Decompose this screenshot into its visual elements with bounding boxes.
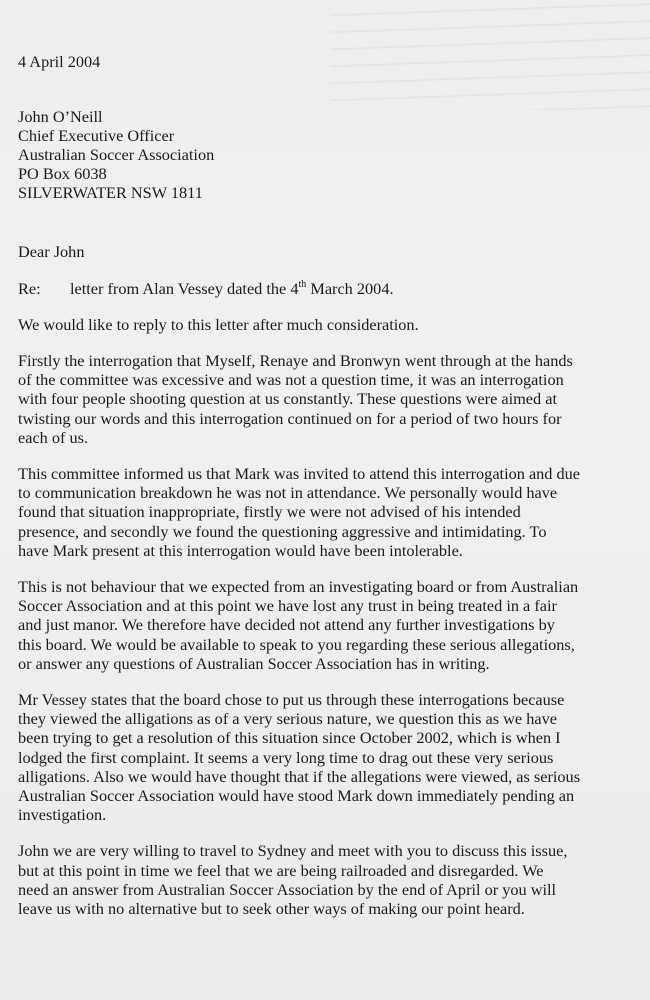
paragraph-line: and just manor. We therefore have decided not attend any further investigations by [18,615,555,635]
paragraph-line: they viewed the alligations as of a very serious nature, we question this as we have [18,709,557,729]
paragraph-line: been trying to get a resolution of this situation since October 2002, which is when I [18,728,561,748]
paragraph-line: lodged the first complaint. It seems a very long time to drag out these very serious [18,747,554,767]
paragraph-line: this board. We would be available to speak to you regarding these serious allegations, [18,634,575,654]
paragraph-line: found that situation inappropriate, firstly we were not advised of his intended [18,502,521,522]
paragraph-line: Firstly the interrogation that Myself, Renaye and Bronwyn went through at the hands [18,351,573,370]
paragraph-line: of the committee was excessive and was not a question time, it was an interrogation [18,370,564,390]
letter-body [18,52,648,935]
recipient-address [18,107,648,202]
paragraph-line: Australian Soccer Association would have stood Mark down immediately pending an [18,786,575,806]
intro-paragraph: We would like to reply to this letter after much consideration. [18,315,419,334]
salutation: Dear John [18,242,85,261]
subject-label: Re: [18,279,41,298]
paragraph-closing [18,841,648,918]
paragraph-line: but at this point in time we feel that we are being railroaded and disregarded. We [18,860,544,880]
paragraph-interrogation [18,351,648,447]
address-line: Chief Executive Officer [18,126,175,145]
address-line: Australian Soccer Association [18,145,215,164]
paragraph-line: with four people shooting question at us constantly. These questions were aimed at [18,389,557,409]
address-line: John O’Neill [18,107,103,126]
paragraph-line: investigation. [18,805,107,825]
address-line: SILVERWATER NSW 1811 [18,183,203,202]
subject-text-end: March 2004. [306,279,394,298]
paragraph-line: This committee informed us that Mark was invited to attend this interrogation and due [18,464,581,484]
paragraph-behaviour [18,577,648,673]
subject-line [18,279,648,298]
letter-date: 4 April 2004 [18,52,101,71]
paragraph-committee [18,464,648,560]
subject-text: letter from Alan Vessey dated the 4 [70,279,299,298]
paragraph-line: Mr Vessey states that the board chose to put us through these interrogations because [18,690,565,710]
paragraph-line: presence, and secondly we found the questioning aggressive and intimidating. To [18,521,547,541]
paragraph-line: leave us with no alternative but to seek other ways of making our point heard. [18,899,525,919]
paragraph-line: John we are very willing to travel to Sydney and meet with you to discuss this issue, [18,841,568,861]
address-line: PO Box 6038 [18,164,107,183]
paragraph-line: This is not behaviour that we expected from an investigating board or from Australian [18,577,579,597]
paragraph-line: to communication breakdown he was not in attendance. We personally would have [18,483,558,503]
paragraph-line: need an answer from Australian Soccer Association by the end of April or you will [18,879,557,899]
paragraph-line: or answer any questions of Australian Soccer Association has in writing. [18,653,490,673]
paragraph-line: twisting our words and this interrogation continued on for a period of two hours for [18,408,562,428]
paragraph-line: have Mark present at this interrogation would have been intolerable. [18,540,463,560]
paragraph-vessey [18,690,648,824]
subject-superscript: th [298,278,307,290]
paragraph-line: alligations. Also we would have thought that if the allegations were viewed, as serious [18,766,581,786]
paragraph-line: each of us. [18,427,89,447]
paragraph-line: Soccer Association and at this point we have lost any trust in being treated in a fair [18,596,557,616]
